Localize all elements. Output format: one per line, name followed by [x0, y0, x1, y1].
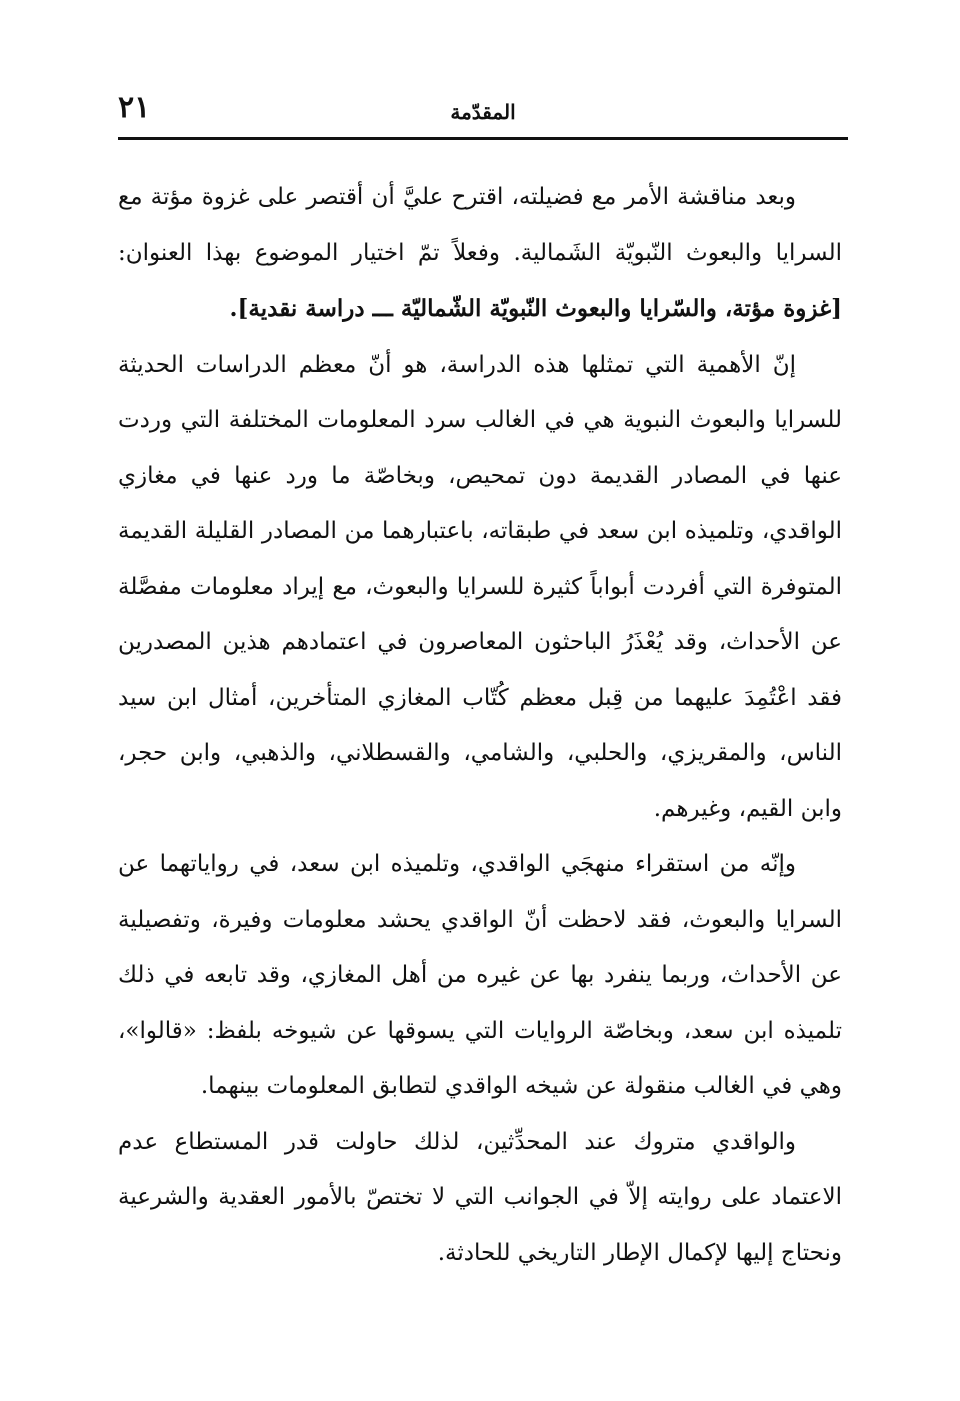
- page-number: ٢١: [118, 90, 151, 125]
- paragraph-1: [118, 170, 842, 338]
- running-title: المقدّمة: [450, 100, 516, 124]
- paragraph-4: والواقدي متروك عند المحدِّثين، لذلك حاولت قدر المستطاع عدم الاعتماد على روايته إلاّ في الجوانب التي لا تختصّ بالأمور العقدية والشرعية ونحتاج إليها لإكمال الإطار التاريخي للحادثة.: [118, 1128, 842, 1266]
- page-header: [118, 90, 848, 136]
- paragraph-1-text: وبعد مناقشة الأمر مع فضيلته، اقترح عليَّ أن أقتصر على غزوة مؤتة مع السرايا والبعوث النّبويّة الشَمالية. وفعلاً تمّ اختيار الموضوع بهذا العنوان:: [118, 184, 842, 266]
- paragraph-3: وإنّه من استقراء منهجَي الواقدي، وتلميذه ابن سعد، في رواياتهما عن السرايا والبعوث، فقد لاحظت أنّ الواقدي يحشد معلومات وفيرة، وتفصيلية عن الأحداث، وربما ينفرد بها عن غيره من أهل المغازي، وقد تابعه في ذلك تلميذه ابن سعد، وبخاصّة الروايات التي يسوقها عن شيوخه بلفظ: «قالوا»، وهي في الغالب منقولة عن شيخه الواقدي لتطابق المعلومات بينهما.: [118, 851, 842, 1099]
- main-text: [118, 170, 842, 1281]
- thesis-title: [غزوة مؤتة، والسّرايا والبعوث النّبويّة الشّماليّة ـــ دراسة نقدية].: [229, 295, 842, 322]
- header-rule: [118, 137, 848, 140]
- paragraph-2: إنّ الأهمية التي تمثلها هذه الدراسة، هو أنّ معظم الدراسات الحديثة للسرايا والبعوث النبوية هي في الغالب سرد المعلومات المختلفة التي وردت عنها في المصادر القديمة دون تمحيص، وبخاصّة ما ورد عنها في مغازي الواقدي، وتلميذه ابن سعد في طبقاته، باعتبارهما من المصادر القليلة القديمة المتوفرة التي أفردت أبواباً كثيرة للسرايا والبعوث، مع إيراد معلومات مفصَّلة عن الأحداث، وقد يُعْذَرُ الباحثون المعاصرون في اعتمادهم هذين المصدرين فقد اعْتُمِدَ عليهما من قِبل معظم كُتّاب المغازي المتأخرين، أمثال ابن سيد الناس، والمقريزي، والحلبي، والشامي، والقسطلاني، والذهبي، وابن حجر، وابن القيم، وغيرهم.: [118, 351, 842, 822]
